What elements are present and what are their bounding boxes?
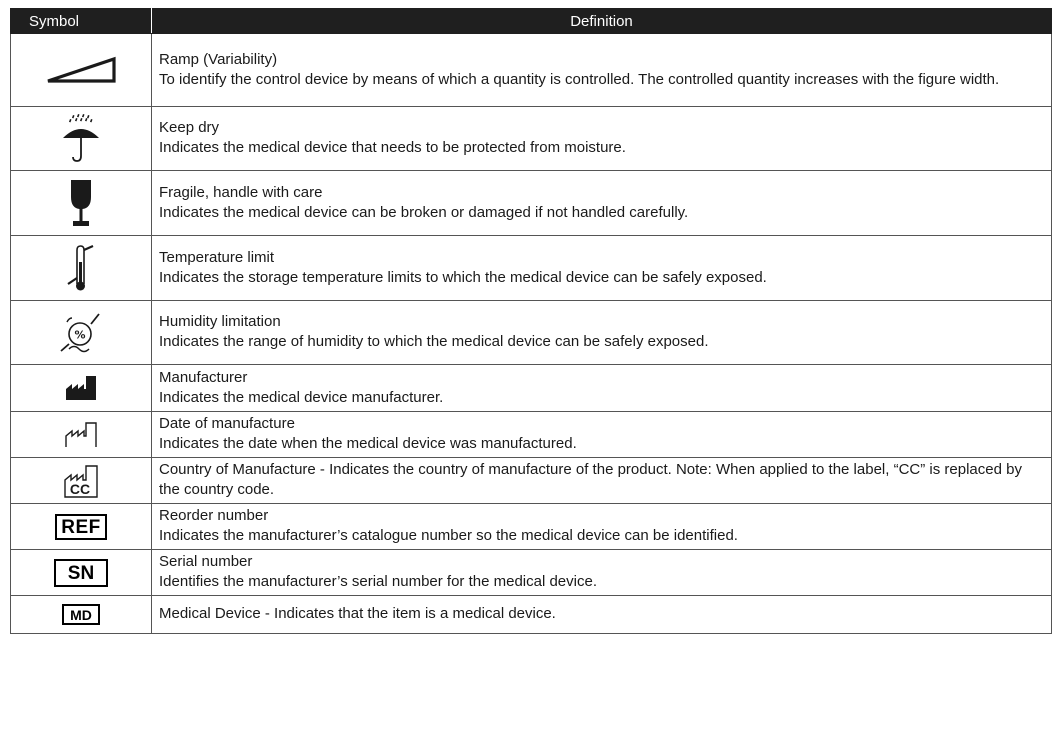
definition-term: Date of manufacture <box>159 415 295 432</box>
table-header-row <box>11 9 1052 34</box>
definition-description: Country of Manufacture - Indicates the country of manufacture of the product. Note: When applied to the label, “CC” is replaced by the country code. <box>159 461 1022 498</box>
thermometer-icon <box>11 244 151 292</box>
definition-cell <box>152 107 1052 171</box>
symbol-column-header: Symbol <box>11 9 152 34</box>
definition-cell <box>152 550 1052 596</box>
symbol-cell <box>11 34 152 107</box>
definition-term: Serial number <box>159 553 253 570</box>
definition-cell <box>152 236 1052 301</box>
md-box-icon: MD <box>62 604 100 625</box>
table-row <box>11 596 1052 634</box>
definition-term: Manufacturer <box>159 368 248 386</box>
definition-term: Fragile, handle with care <box>159 183 323 201</box>
definition-cell <box>152 458 1052 504</box>
definition-description: Indicates the medical device that needs to be protected from moisture. <box>159 139 626 156</box>
symbol-cell <box>11 171 152 236</box>
symbol-cell <box>11 504 152 550</box>
definition-description: Indicates the date when the medical device was manufactured. <box>159 435 577 452</box>
definition-term: Keep dry <box>159 119 220 136</box>
factory-filled-icon <box>11 375 151 401</box>
definition-cell <box>152 504 1052 550</box>
symbol-cell <box>11 301 152 365</box>
table-row <box>11 107 1052 171</box>
table-row <box>11 458 1052 504</box>
factory-outline-icon <box>11 422 151 448</box>
symbol-cell <box>11 550 152 596</box>
definition-description: Indicates the medical device can be broken or damaged if not handled carefully. <box>159 203 689 221</box>
symbol-cell <box>11 236 152 301</box>
symbol-cell <box>11 365 152 412</box>
table-row <box>11 34 1052 107</box>
table-row <box>11 412 1052 458</box>
symbols-table-container <box>10 8 1051 634</box>
definition-term: Humidity limitation <box>159 313 281 330</box>
ref-box-icon: REF <box>55 514 107 540</box>
definition-description: Indicates the manufacturer’s catalogue number so the medical device can be identified. <box>159 527 738 544</box>
table-row <box>11 365 1052 412</box>
humidity-icon <box>11 310 151 356</box>
symbol-cell <box>11 412 152 458</box>
ramp-icon <box>11 56 151 84</box>
wine-glass-icon <box>11 179 151 227</box>
factory-cc-icon <box>11 464 151 498</box>
definition-description: Identifies the manufacturer’s serial number for the medical device. <box>159 573 597 590</box>
definition-column-header: Definition <box>152 9 1052 34</box>
symbol-cell <box>11 107 152 171</box>
umbrella-icon <box>11 114 151 164</box>
symbol-cell <box>11 596 152 634</box>
definition-term: Reorder number <box>159 507 269 524</box>
definition-cell <box>152 301 1052 365</box>
table-row <box>11 504 1052 550</box>
sn-box-icon: SN <box>54 559 108 587</box>
definition-description: To identify the control device by means of which a quantity is controlled. The controlled quantity increases with the figure width. <box>159 70 1000 88</box>
svg-text:%: % <box>74 328 86 341</box>
definition-description: Indicates the medical device manufacturer. <box>159 388 444 406</box>
table-row <box>11 171 1052 236</box>
definition-cell <box>152 34 1052 107</box>
definition-cell <box>152 412 1052 458</box>
definition-cell <box>152 596 1052 634</box>
definition-description: Indicates the storage temperature limits to which the medical device can be safely exposed. <box>159 268 767 286</box>
table-row <box>11 301 1052 365</box>
symbol-cell <box>11 458 152 504</box>
definition-description: Indicates the range of humidity to which the medical device can be safely exposed. <box>159 333 709 350</box>
definition-term: Ramp (Variability) <box>159 50 278 68</box>
table-row <box>11 236 1052 301</box>
definition-cell <box>152 365 1052 412</box>
symbols-table <box>10 8 1052 634</box>
definition-cell <box>152 171 1052 236</box>
definition-description: Medical Device - Indicates that the item is a medical device. <box>159 605 556 622</box>
table-row <box>11 550 1052 596</box>
definition-term: Temperature limit <box>159 248 275 266</box>
country-code-text: CC <box>69 480 91 497</box>
